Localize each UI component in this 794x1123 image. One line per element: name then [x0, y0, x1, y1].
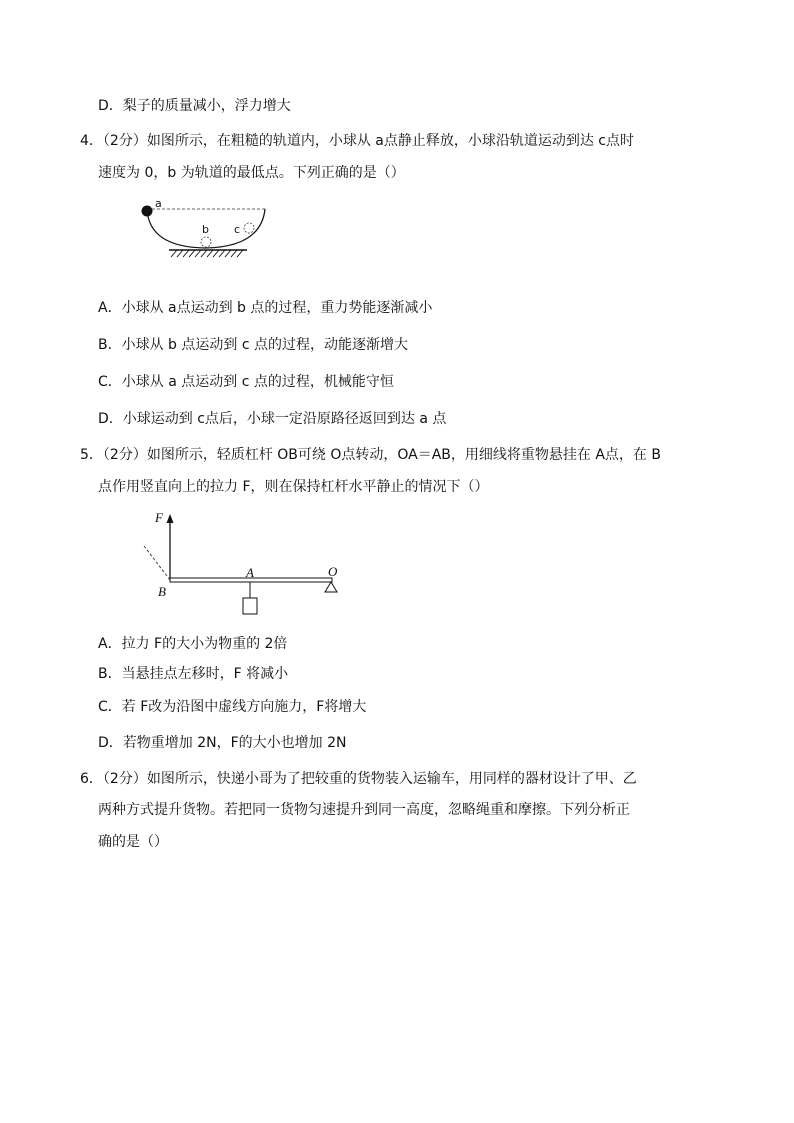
dashed-force-direction: [144, 546, 170, 580]
ball-at-c-dashed: [244, 223, 254, 233]
q5-option-d: D．若物重增加 2N，F的大小也增加 2N: [98, 735, 347, 751]
q5-option-c: C．若 F改为沿图中虚线方向施力，F将增大: [98, 699, 367, 715]
q6-stem-line2: 两种方式提升货物。若把同一货物匀速提升到同一高度，忽略绳重和摩擦。下列分析正: [98, 802, 630, 818]
q4-option-b: B．小球从 b 点运动到 c 点的过程，动能逐渐增大: [98, 337, 408, 353]
pivot-triangle: [325, 582, 337, 592]
q4-stem-line2: 速度为 0，b 为轨道的最低点。下列正确的是（）: [98, 165, 405, 181]
q4-stem-line1: 4．（2分）如图所示，在粗糙的轨道内，小球从 a点静止释放，小球沿轨道运动到达 c点时: [80, 133, 634, 149]
q3-option-d: D．梨子的质量减小，浮力增大: [98, 98, 291, 114]
q5-option-a: A．拉力 F的大小为物重的 2倍: [98, 636, 288, 652]
ground-hatching: [171, 250, 243, 257]
q4-option-a: A．小球从 a点运动到 b 点的过程，重力势能逐渐减小: [98, 300, 433, 316]
q4-track-figure: [135, 195, 275, 265]
q5-stem-line2: 点作用竖直向上的拉力 F，则在保持杠杆水平静止的情况下（）: [98, 479, 489, 495]
label-b: b: [202, 223, 209, 236]
q4-option-d: D．小球运动到 c点后，小球一定沿原路径返回到达 a 点: [98, 411, 447, 427]
ball-at-b-dashed: [201, 237, 211, 247]
label-F: F: [155, 510, 163, 525]
force-arrow-head: [167, 514, 174, 523]
q6-stem-line1: 6．（2分）如图所示，快递小哥为了把较重的货物装入运输车，用同样的器材设计了甲、乙: [80, 771, 637, 787]
label-B: B: [158, 584, 166, 599]
q5-option-b: B．当悬挂点左移时，F 将减小: [98, 666, 289, 682]
q5-lever-figure: [138, 506, 348, 621]
q4-option-c: C．小球从 a 点运动到 c 点的过程，机械能守恒: [98, 374, 394, 390]
label-O: O: [328, 564, 338, 579]
hanging-weight: [243, 598, 257, 614]
label-A: A: [246, 565, 254, 580]
q5-stem-line1: 5．（2分）如图所示，轻质杠杆 OB可绕 O点转动，OA＝AB，用细线将重物悬挂在 A点，在 B: [80, 447, 661, 463]
q6-stem-line3: 确的是（）: [98, 834, 168, 850]
ball-at-a: [142, 206, 153, 217]
label-a: a: [155, 197, 162, 210]
label-c: c: [234, 223, 241, 236]
